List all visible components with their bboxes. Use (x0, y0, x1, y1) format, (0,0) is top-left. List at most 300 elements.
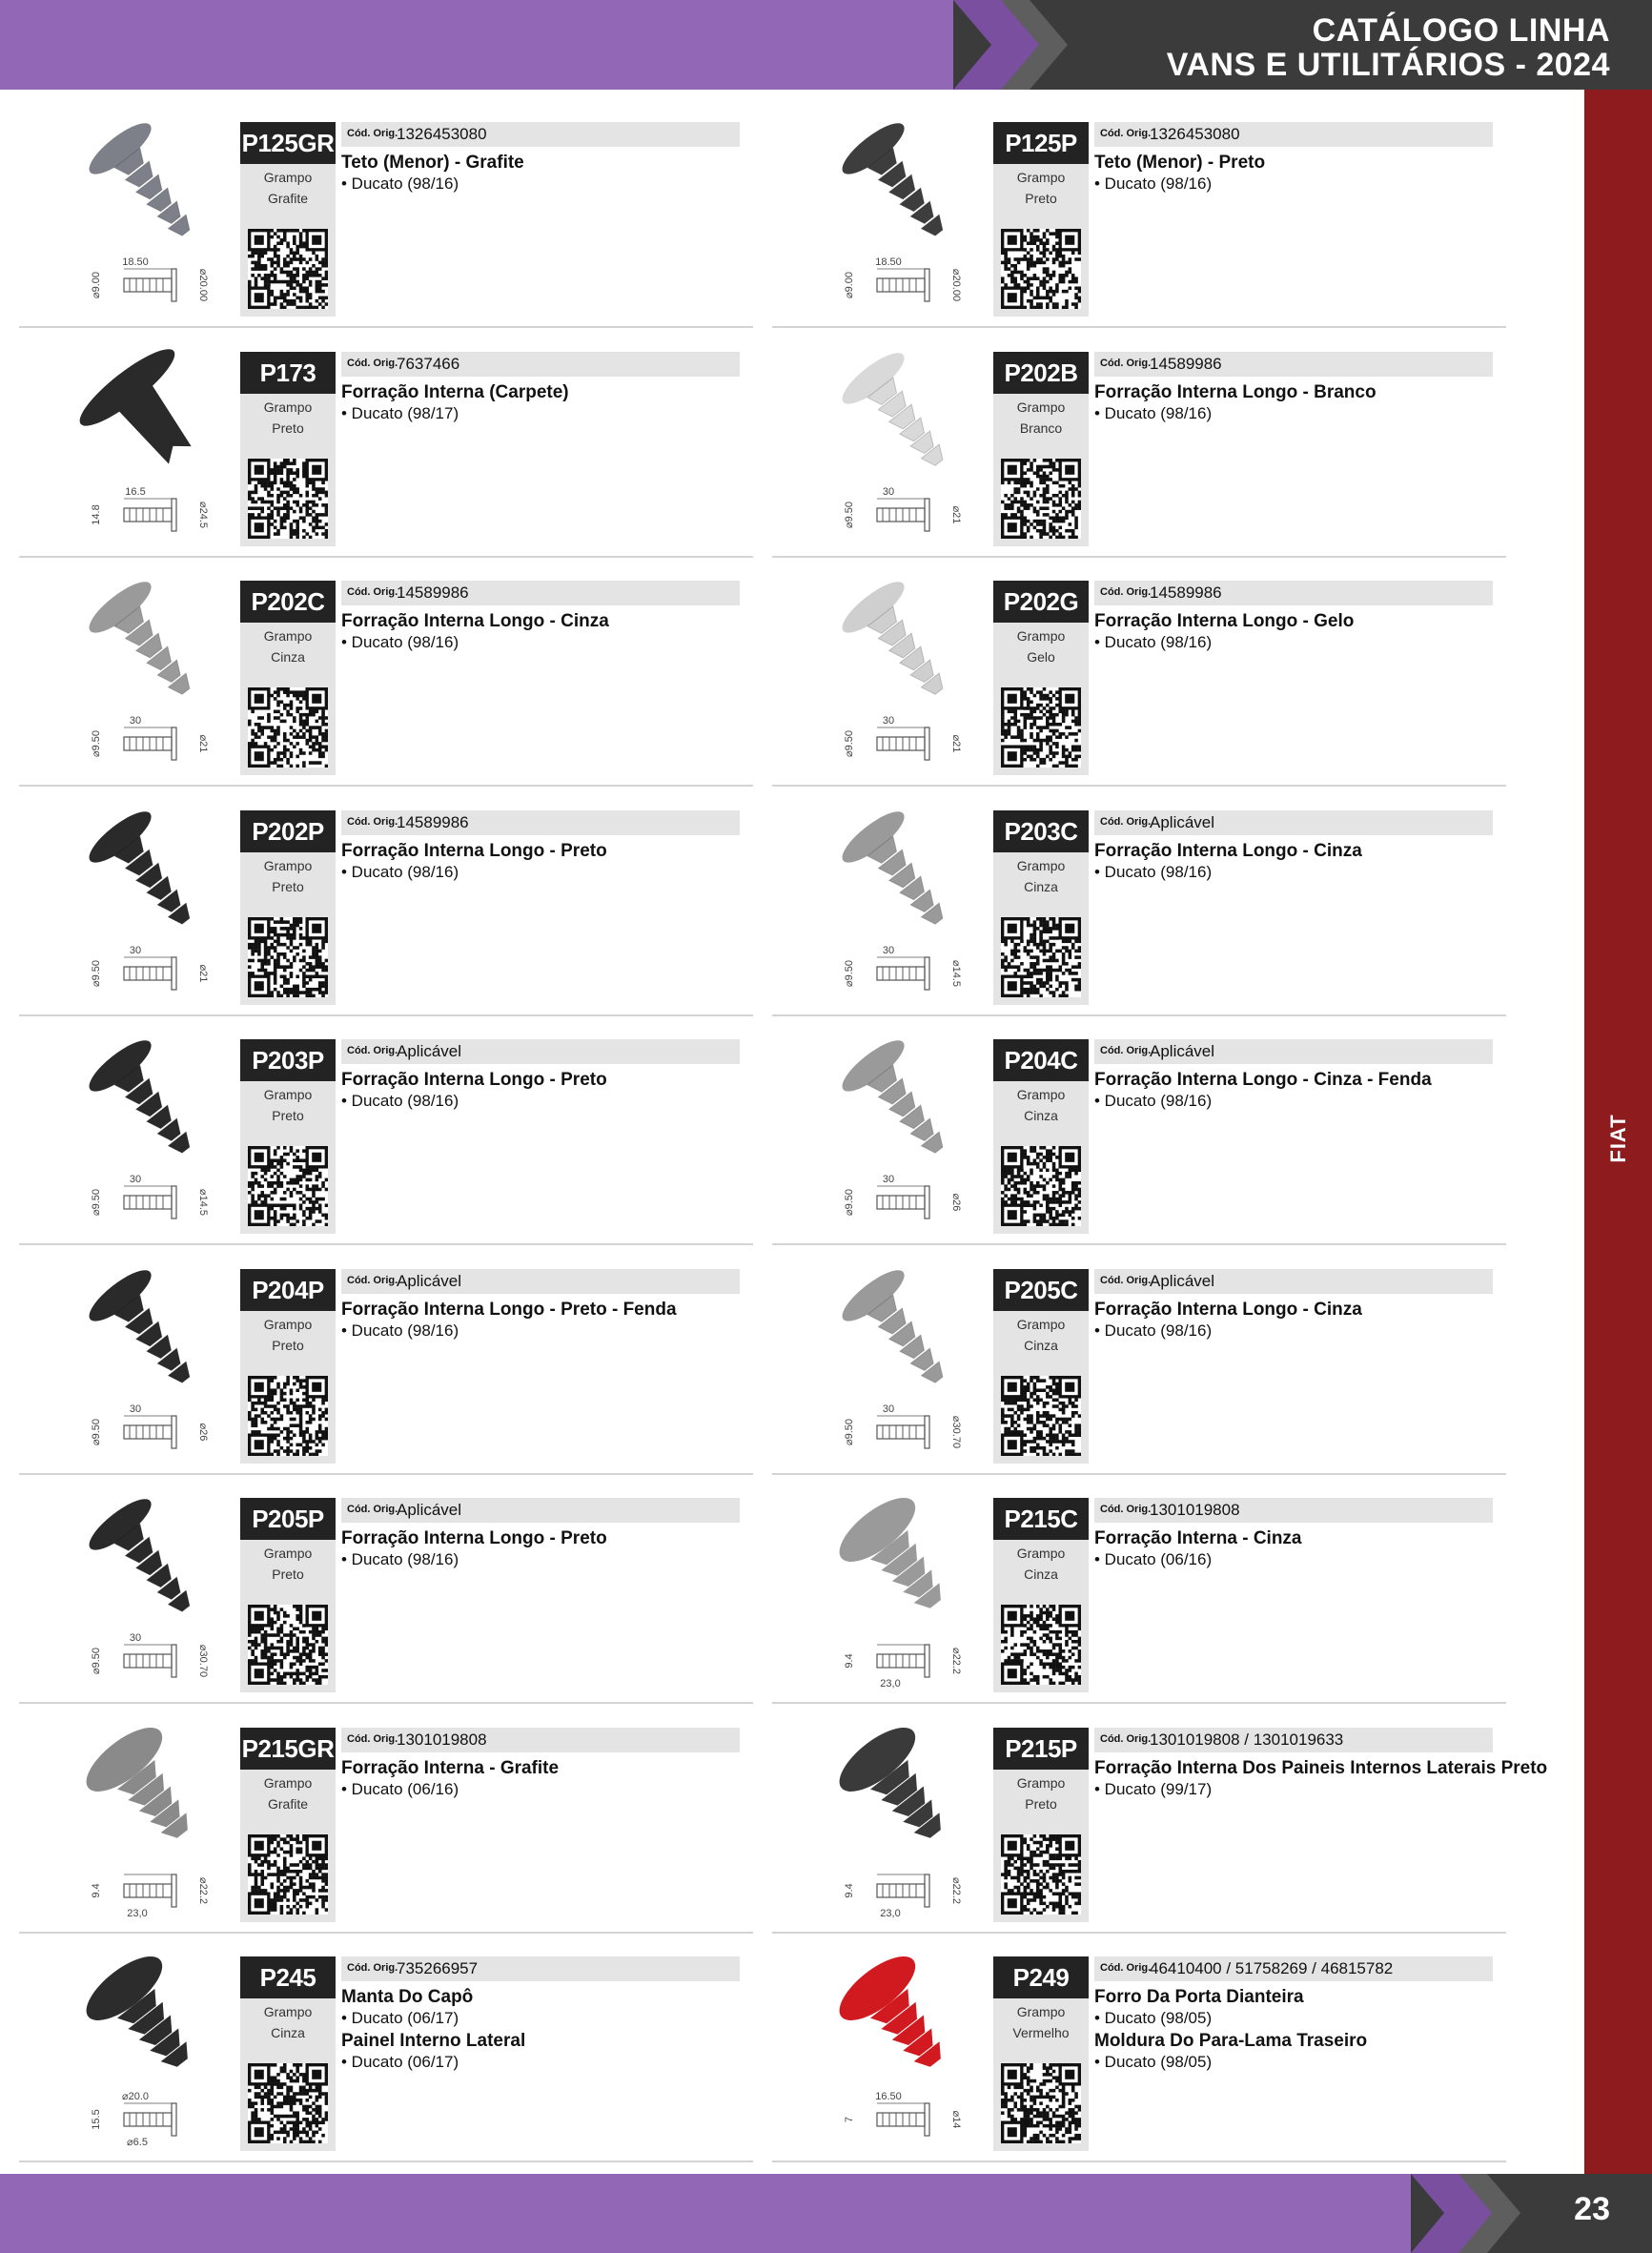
qr-module (290, 528, 294, 532)
qr-module (1001, 2086, 1005, 2090)
qr-module (318, 962, 322, 966)
qr-module (1024, 690, 1028, 694)
qr-module (1033, 509, 1037, 513)
qr-code[interactable] (1001, 1605, 1081, 1685)
qr-module (318, 1207, 322, 1211)
qr-module (290, 1430, 294, 1434)
qr-module (264, 958, 268, 962)
qr-module (274, 1847, 277, 1851)
qr-module (1052, 2063, 1056, 2067)
qr-module (1062, 748, 1066, 752)
qr-module (293, 286, 296, 290)
qr-module (274, 481, 277, 484)
qr-module (1043, 481, 1047, 484)
qr-module (1010, 2099, 1014, 2102)
product-type: Grampo (263, 170, 313, 185)
qr-module (1058, 1200, 1062, 1204)
qr-module (299, 1158, 303, 1162)
qr-module (299, 735, 303, 739)
qr-module (1033, 1382, 1037, 1385)
qr-module (290, 252, 294, 256)
qr-module (1074, 1181, 1078, 1185)
qr-code[interactable] (248, 1834, 328, 1915)
qr-module (1033, 1219, 1037, 1223)
dimension-right: ⌀21 (950, 505, 962, 523)
qr-module (1062, 306, 1066, 309)
qr-module (276, 1452, 280, 1455)
qr-code[interactable] (248, 917, 328, 997)
qr-module (299, 1443, 303, 1446)
qr-module (1074, 716, 1078, 720)
qr-module (1049, 299, 1052, 303)
qr-module (1030, 1628, 1033, 1631)
qr-module (290, 2099, 294, 2102)
qr-module (260, 1417, 264, 1421)
qr-module (1069, 1194, 1072, 1198)
qr-module (1046, 2118, 1050, 2121)
qr-module (1027, 987, 1030, 991)
qr-module (1010, 1889, 1014, 1893)
dimension-svg (88, 944, 231, 1001)
qr-module (283, 490, 287, 494)
qr-module (302, 765, 306, 768)
qr-module (1046, 2070, 1050, 2074)
qr-module (276, 297, 280, 300)
qr-module (1065, 1175, 1069, 1178)
qr-module (255, 1178, 258, 1182)
qr-module (1043, 513, 1047, 517)
qr-module (1071, 274, 1075, 277)
qr-module (316, 2086, 319, 2090)
qr-module (1039, 280, 1043, 284)
qr-module (1052, 1834, 1056, 1838)
qr-module (248, 1181, 252, 1185)
qr-code[interactable] (1001, 459, 1081, 539)
dim-head (172, 269, 176, 301)
qr-module (1036, 1624, 1040, 1628)
qr-module (321, 1873, 325, 1876)
qr-module (321, 974, 325, 978)
qr-module (1062, 1656, 1066, 1660)
qr-code[interactable] (1001, 917, 1081, 997)
qr-code[interactable] (1001, 687, 1081, 768)
qr-module (316, 513, 319, 517)
dimension-left: ⌀9.00 (91, 271, 102, 299)
qr-module (325, 535, 328, 538)
qr-module (318, 1875, 322, 1879)
qr-module (1033, 1643, 1037, 1647)
qr-module (1020, 2092, 1024, 2096)
qr-module (260, 483, 264, 487)
qr-code[interactable] (1001, 2063, 1081, 2143)
qr-module (1039, 2111, 1043, 2115)
qr-module (302, 241, 306, 245)
qr-module (1058, 1184, 1062, 1188)
qr-module (1033, 1217, 1037, 1220)
qr-module (257, 2118, 261, 2121)
qr-module (302, 2089, 306, 2093)
qr-module (264, 962, 268, 966)
qr-module (257, 1628, 261, 1631)
qr-module (321, 1863, 325, 1867)
dimension-right: ⌀21 (197, 964, 209, 982)
qr-module (299, 236, 303, 239)
qr-module (274, 739, 277, 743)
qr-module (299, 1410, 303, 1414)
qr-module (1052, 1608, 1056, 1611)
qr-module (1065, 1898, 1069, 1902)
qr-module (276, 991, 280, 994)
qr-module (286, 687, 290, 691)
qr-module (1052, 493, 1056, 497)
qr-module (1030, 1637, 1033, 1641)
qr-module (276, 1659, 280, 1663)
qr-module (1033, 1207, 1037, 1211)
qr-module (1074, 2120, 1078, 2124)
product-type: Grampo (263, 1087, 313, 1102)
qr-module (296, 1863, 299, 1867)
qr-module (1001, 952, 1005, 955)
qr-module (1046, 742, 1050, 746)
qr-module (1046, 697, 1050, 701)
qr-module (276, 500, 280, 503)
qr-module (286, 946, 290, 950)
qr-module (276, 1410, 280, 1414)
qr-module (325, 939, 328, 943)
qr-module (271, 1662, 275, 1666)
product-photo (820, 1488, 982, 1631)
qr-module (286, 1640, 290, 1644)
qr-module (293, 745, 296, 748)
dimension-right: ⌀30.70 (950, 1415, 962, 1448)
qr-module (1055, 958, 1059, 962)
qr-module (316, 2124, 319, 2128)
qr-module (1024, 306, 1028, 309)
qr-module (1024, 713, 1028, 717)
product-code-box (993, 1728, 1089, 1922)
qr-module (271, 1433, 275, 1437)
qr-module (299, 1169, 303, 1173)
qr-module (1027, 755, 1030, 759)
qr-module (1030, 299, 1033, 303)
qr-module (290, 1850, 294, 1854)
qr-module (1071, 500, 1075, 503)
qr-module (1049, 735, 1052, 739)
qr-module (309, 713, 313, 717)
qr-module (260, 1882, 264, 1886)
qr-module (290, 1624, 294, 1628)
qr-module (1062, 1223, 1066, 1226)
qr-module (1055, 1156, 1059, 1159)
qr-module (1039, 1223, 1043, 1226)
qr-module (325, 264, 328, 268)
qr-module (290, 1398, 294, 1402)
qr-module (1052, 1198, 1056, 1201)
qr-module (1065, 509, 1069, 513)
qr-module (1001, 1417, 1005, 1421)
qr-module (1013, 490, 1017, 494)
qr-module (274, 1837, 277, 1841)
qr-module (274, 252, 277, 256)
qr-code[interactable] (248, 1605, 328, 1685)
qr-module (305, 532, 309, 536)
qr-module (302, 694, 306, 698)
qr-module (1049, 1682, 1052, 1685)
qr-module (1020, 2105, 1024, 2109)
qr-module (1030, 2079, 1033, 2083)
qr-module (290, 1885, 294, 1889)
qr-code[interactable] (1001, 1834, 1081, 1915)
qr-module (274, 1892, 277, 1895)
qr-module (1055, 1382, 1059, 1385)
qr-module (1062, 2086, 1066, 2090)
qr-module (276, 1443, 280, 1446)
qr-module (312, 761, 316, 765)
qr-module (1043, 248, 1047, 252)
qr-module (1069, 732, 1072, 736)
qr-module (1052, 1617, 1056, 1621)
qr-module (1039, 1217, 1043, 1220)
qr-module (1039, 1219, 1043, 1223)
qr-module (286, 245, 290, 249)
qr-module (296, 1850, 299, 1854)
product-code: P125GR (240, 122, 336, 164)
qr-module (1062, 1194, 1066, 1198)
qr-module (1065, 1895, 1069, 1898)
dimension-top: 30 (882, 715, 895, 727)
qr-module (1036, 981, 1040, 985)
qr-module (1033, 927, 1037, 931)
part-body (83, 804, 216, 944)
dimension-drawing (841, 1173, 984, 1230)
qr-module (290, 704, 294, 707)
qr-module (283, 2127, 287, 2131)
qr-module (325, 1879, 328, 1883)
qr-module (1033, 694, 1037, 698)
qr-module (296, 1156, 299, 1159)
qr-module (257, 1889, 261, 1893)
qr-module (1001, 481, 1005, 484)
qr-module (274, 962, 277, 966)
dim-body (877, 967, 925, 980)
qr-module (325, 1410, 328, 1414)
qr-module (1058, 1911, 1062, 1914)
qr-module (1074, 306, 1078, 309)
qr-module (257, 1630, 261, 1634)
qr-module (1008, 481, 1011, 484)
qr-code[interactable] (1001, 1376, 1081, 1456)
qr-module (1074, 2105, 1078, 2109)
qr-module (1001, 1410, 1005, 1414)
qr-svg (1001, 1834, 1081, 1915)
dimension-top: 30 (129, 1632, 142, 1644)
qr-code[interactable] (248, 459, 328, 539)
qr-module (271, 264, 275, 268)
qr-module (260, 1640, 264, 1644)
qr-module (264, 1178, 268, 1182)
qr-module (325, 1417, 328, 1421)
qr-module (271, 993, 275, 996)
qr-module (321, 1904, 325, 1908)
qr-module (280, 1873, 284, 1876)
product-code-box (240, 1039, 336, 1234)
qr-module (325, 528, 328, 532)
row-separator (19, 556, 753, 558)
qr-module (1069, 257, 1072, 261)
qr-module (290, 229, 294, 233)
qr-module (267, 481, 271, 484)
qr-module (1030, 1181, 1033, 1185)
qr-module (318, 1682, 322, 1685)
qr-module (1074, 939, 1078, 943)
dimension-svg (88, 1173, 231, 1230)
qr-module (309, 1649, 313, 1653)
qr-code[interactable] (248, 1146, 328, 1226)
qr-module (1069, 972, 1072, 975)
qr-module (1010, 1630, 1014, 1634)
qr-module (1001, 1630, 1005, 1634)
product-color: Cinza (1024, 878, 1058, 894)
qr-module (1033, 1188, 1037, 1192)
qr-module (274, 1436, 277, 1440)
qr-code[interactable] (248, 2063, 328, 2143)
qr-module (1078, 965, 1081, 969)
qr-module (274, 1203, 277, 1207)
qr-code[interactable] (248, 687, 328, 768)
qr-module (1024, 1605, 1028, 1608)
qr-module (290, 1410, 294, 1414)
qr-module (1024, 1188, 1028, 1192)
qr-module (290, 1423, 294, 1427)
qr-module (276, 687, 280, 691)
qr-module (283, 232, 287, 236)
qr-module (1049, 1837, 1052, 1841)
qr-finder-core (255, 1611, 264, 1621)
qr-module (1055, 481, 1059, 484)
qr-module (283, 952, 287, 955)
qr-module (305, 739, 309, 743)
qr-module (316, 487, 319, 491)
qr-module (274, 1611, 277, 1615)
qr-module (1046, 965, 1050, 969)
qr-module (260, 264, 264, 268)
qr-code[interactable] (248, 1376, 328, 1456)
qr-module (1052, 1388, 1056, 1392)
qr-module (1046, 497, 1050, 501)
qr-module (318, 1649, 322, 1653)
qr-module (1049, 1611, 1052, 1615)
qr-finder-core (1008, 1153, 1017, 1162)
product-type: Grampo (1016, 1087, 1066, 1102)
applications-list (341, 1528, 742, 1572)
qr-module (1074, 1856, 1078, 1860)
qr-module (1052, 1908, 1056, 1912)
qr-module (1069, 1198, 1072, 1201)
application-item (1094, 1070, 1495, 1112)
qr-module (1065, 1856, 1069, 1860)
qr-module (276, 1628, 280, 1631)
qr-module (1078, 1217, 1081, 1220)
qr-module (299, 306, 303, 309)
qr-module (296, 1908, 299, 1912)
qr-module (1039, 1637, 1043, 1641)
qr-module (248, 965, 252, 969)
qr-module (302, 732, 306, 736)
qr-module (302, 535, 306, 538)
qr-module (1074, 949, 1078, 952)
qr-module (1049, 927, 1052, 931)
product-code: P249 (993, 1956, 1089, 1998)
qr-module (1071, 965, 1075, 969)
qr-module (251, 1404, 255, 1408)
qr-module (283, 513, 287, 517)
qr-module (1046, 1417, 1050, 1421)
qr-code[interactable] (1001, 1146, 1081, 1226)
qr-module (1049, 1889, 1052, 1893)
qr-module (1078, 1643, 1081, 1647)
qr-module (1036, 1417, 1040, 1421)
qr-module (1074, 1875, 1078, 1879)
qr-module (1071, 1895, 1075, 1898)
original-code-value: 14589986 (1150, 354, 1222, 373)
qr-module (321, 1414, 325, 1418)
qr-module (309, 1440, 313, 1444)
part-body (829, 1718, 971, 1861)
qr-module (1052, 525, 1056, 529)
qr-module (1030, 255, 1033, 258)
product-photo (820, 342, 982, 485)
dim-body (877, 1196, 925, 1209)
qr-module (1027, 972, 1030, 975)
qr-module (280, 965, 284, 969)
qr-module (1071, 732, 1075, 736)
qr-module (1024, 1172, 1028, 1176)
qr-module (283, 1895, 287, 1898)
qr-module (1062, 2120, 1066, 2124)
qr-module (276, 1885, 280, 1889)
qr-module (1033, 1850, 1037, 1854)
qr-module (305, 481, 309, 484)
qr-finder-core (312, 464, 321, 474)
qr-module (296, 1605, 299, 1608)
qr-module (286, 1875, 290, 1879)
qr-module (257, 1184, 261, 1188)
qr-module (312, 2120, 316, 2124)
qr-module (1071, 1217, 1075, 1220)
qr-module (274, 1647, 277, 1650)
qr-module (1013, 481, 1017, 484)
qr-module (1039, 758, 1043, 762)
qr-module (1027, 993, 1030, 996)
qr-module (1043, 1214, 1047, 1218)
qr-module (1043, 245, 1047, 249)
qr-module (1036, 487, 1040, 491)
qr-module (1065, 748, 1069, 752)
qr-module (280, 267, 284, 271)
product-type: Grampo (1016, 857, 1066, 873)
qr-code[interactable] (1001, 229, 1081, 309)
qr-module (255, 732, 258, 736)
qr-module (274, 968, 277, 972)
dimension-svg (88, 1861, 231, 1918)
qr-code[interactable] (248, 229, 328, 309)
qr-module (290, 1391, 294, 1395)
qr-module (1069, 949, 1072, 952)
qr-module (280, 1624, 284, 1628)
qr-module (1027, 1885, 1030, 1889)
qr-module (283, 1621, 287, 1625)
original-code-label: Cód. Orig. (347, 1962, 398, 1974)
